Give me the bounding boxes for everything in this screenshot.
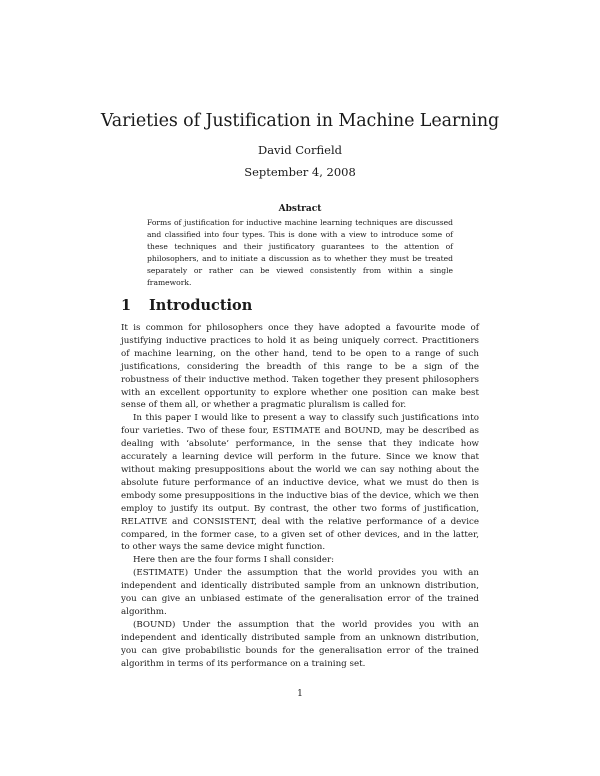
paper-date: September 4, 2008 <box>244 165 356 179</box>
paragraph: It is common for philosophers once they have adopted a favourite mode of justifying inductive practices to hold it as being uniquely correct. Practitioners of machine learning, on the other hand, tend to be open to a range of such justifications, considering the breadth of this range to be a sign of the robustness of their inductive method. Taken together they present philosophers with an excellent opportunity to explore whether one position can make best sense of them all, or whether a pragmatic pluralism is called for. <box>121 323 479 411</box>
paper-author: David Corfield <box>257 143 342 157</box>
section-body <box>121 322 479 670</box>
page-number: 1 <box>297 689 303 699</box>
abstract-text: Forms of justification for inductive machine learning techniques are discussed and classified into four types. This is done with a view to introduce some of these techniques and their justificatory guarantees to the attention of philosophers, and to initiate a discussion as to whether they must be treated separately or rather can be viewed consistently from within a single framework. <box>147 218 453 287</box>
abstract-heading: Abstract <box>278 204 322 214</box>
paper-title: Varieties of Justification in Machine Learning <box>100 111 500 131</box>
paragraph: Here then are the four forms I shall consider: <box>133 555 335 566</box>
paragraph: (ESTIMATE) Under the assumption that the world provides you with an independent and identically distributed sample from an unknown distribution, you can give an unbiased estimate of the generalisation error of the trained algorithm. <box>121 568 479 617</box>
paragraph: (BOUND) Under the assumption that the world provides you with an independent and identically distributed sample from an unknown distribution, you can give probabilistic bounds for the generalisation error of the trained algorithm in terms of its performance on a training set. <box>121 619 479 669</box>
section-number: 1 <box>121 297 132 314</box>
paragraph: In this paper I would like to present a way to classify such justifications into four varieties. Two of these four, ESTIMATE and BOUND, may be described as dealing with ‘absolute’ performance, in the sense that they indicate how accurately a learning device will perform in the future. Since we know that without making presuppositions about the world we can say nothing about the absolute future performance of an inductive device, what we must do then is embody some presuppositions in the inductive bias of the device, which we then employ to justify its output. By contrast, the other two forms of justification, RELATIVE and CONSISTENT, deal with the relative performance of a device compared, in the former case, to a given set of other devices, and in the latter, to other ways the same device might function. <box>121 413 479 553</box>
section-heading <box>121 297 252 315</box>
section-title: Introduction <box>149 297 253 314</box>
